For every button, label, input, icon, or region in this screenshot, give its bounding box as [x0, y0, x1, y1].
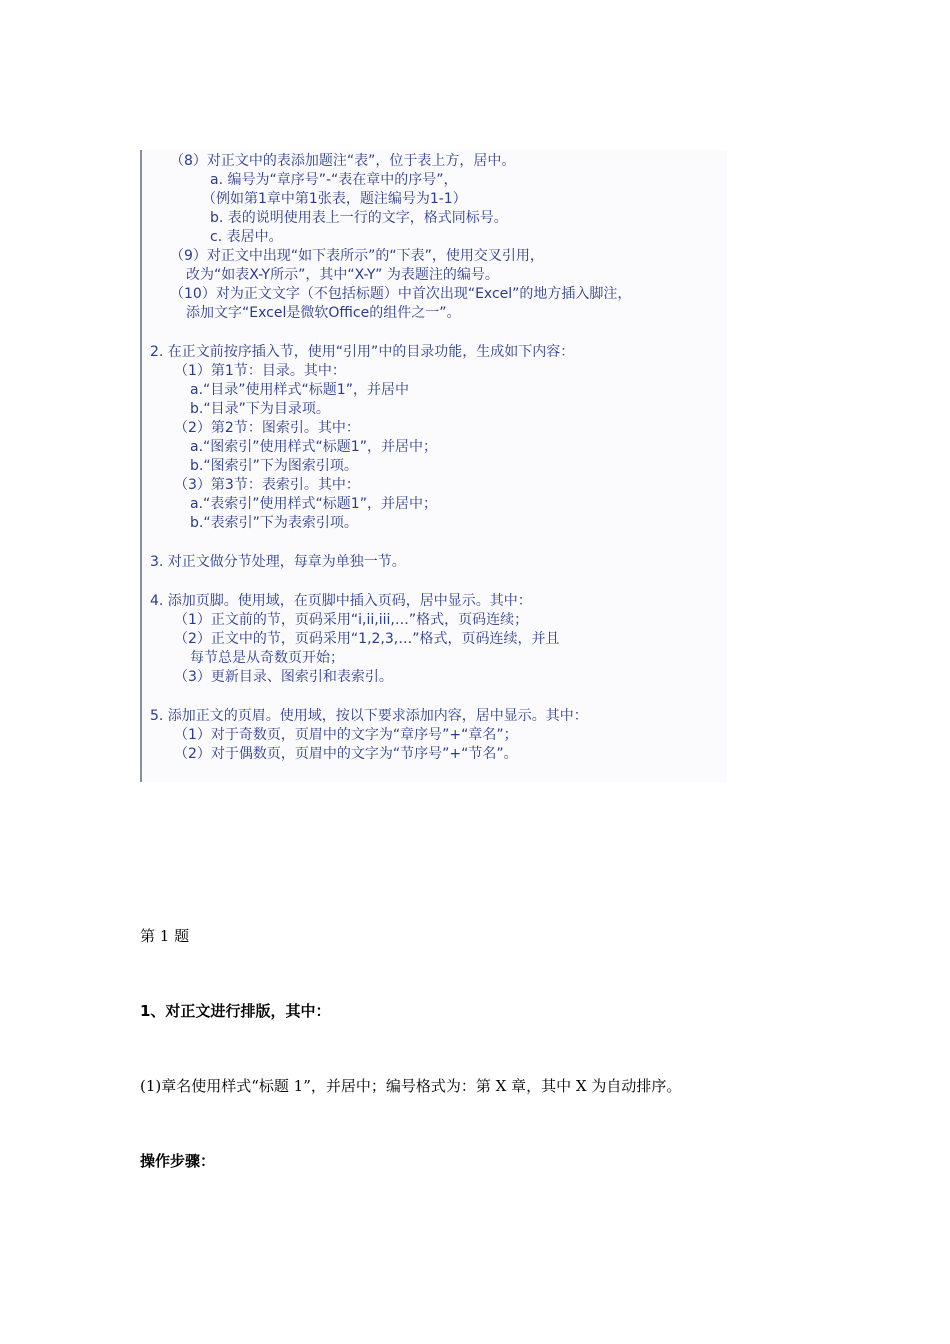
image-line: （9）对正文中出现“如下表所示”的“下表”，使用交叉引用， [170, 248, 544, 264]
image-line: （2）对于偶数页，页眉中的文字为“节序号”+“节名”。 [174, 746, 518, 762]
image-line: （3）第3节：表索引。其中： [174, 477, 360, 493]
steps-label: 操作步骤： [140, 1152, 216, 1170]
image-line: （2）正文中的节，页码采用“1,2,3,…”格式，页码连续，并且 [174, 631, 560, 647]
image-line: （2）第2节：图索引。其中： [174, 420, 360, 436]
image-line: a.“目录”使用样式“标题1”，并居中 [190, 382, 409, 398]
image-line: 5. 添加正文的页眉。使用域，按以下要求添加内容，居中显示。其中： [150, 708, 588, 724]
image-line: b.“图索引”下为图索引项。 [190, 458, 358, 474]
image-line: 改为“如表X-Y所示”，其中“X-Y” 为表题注的编号。 [186, 267, 499, 283]
image-line: （1）正文前的节，页码采用“i,ii,iii,…”格式，页码连续； [174, 612, 529, 628]
image-line: （8）对正文中的表添加题注“表”，位于表上方，居中。 [170, 153, 516, 169]
image-line: （3）更新目录、图索引和表索引。 [174, 669, 393, 685]
image-line: a.“图索引”使用样式“标题1”，并居中； [190, 439, 437, 455]
image-line: 添加文字“Excel是微软Office的组件之一”。 [186, 305, 461, 321]
item-1-heading: 1、对正文进行排版，其中： [140, 1002, 331, 1020]
image-line: （例如第1章中第1张表，题注编号为1-1） [202, 191, 467, 207]
image-line: 4. 添加页脚。使用域，在页脚中插入页码，居中显示。其中： [150, 593, 532, 609]
image-line: a. 编号为“章序号”-“表在章中的序号”， [210, 172, 458, 188]
question-title: 第 1 题 [140, 927, 190, 945]
image-line: 2. 在正文前按序插入节，使用“引用”中的目录功能，生成如下内容： [150, 344, 575, 360]
item-1-sub: (1)章名使用样式“标题 1”，并居中；编号格式为：第 X 章，其中 X 为自动排序。 [140, 1077, 682, 1095]
embedded-instructions-image [140, 150, 727, 782]
image-line: c. 表居中。 [210, 229, 283, 245]
image-line: b.“表索引”下为表索引项。 [190, 515, 358, 531]
image-line: 3. 对正文做分节处理，每章为单独一节。 [150, 554, 406, 570]
image-line: （1）第1节：目录。其中： [174, 363, 346, 379]
image-line: b. 表的说明使用表上一行的文字，格式同标号。 [210, 210, 508, 226]
image-line: （1）对于奇数页，页眉中的文字为“章序号”+“章名”； [174, 727, 518, 743]
image-line: a.“表索引”使用样式“标题1”，并居中； [190, 496, 437, 512]
image-line: 每节总是从奇数页开始； [190, 650, 344, 666]
image-line: （10）对为正文文字（不包括标题）中首次出现“Excel”的地方插入脚注， [170, 286, 632, 302]
image-line: b.“目录”下为目录项。 [190, 401, 330, 417]
